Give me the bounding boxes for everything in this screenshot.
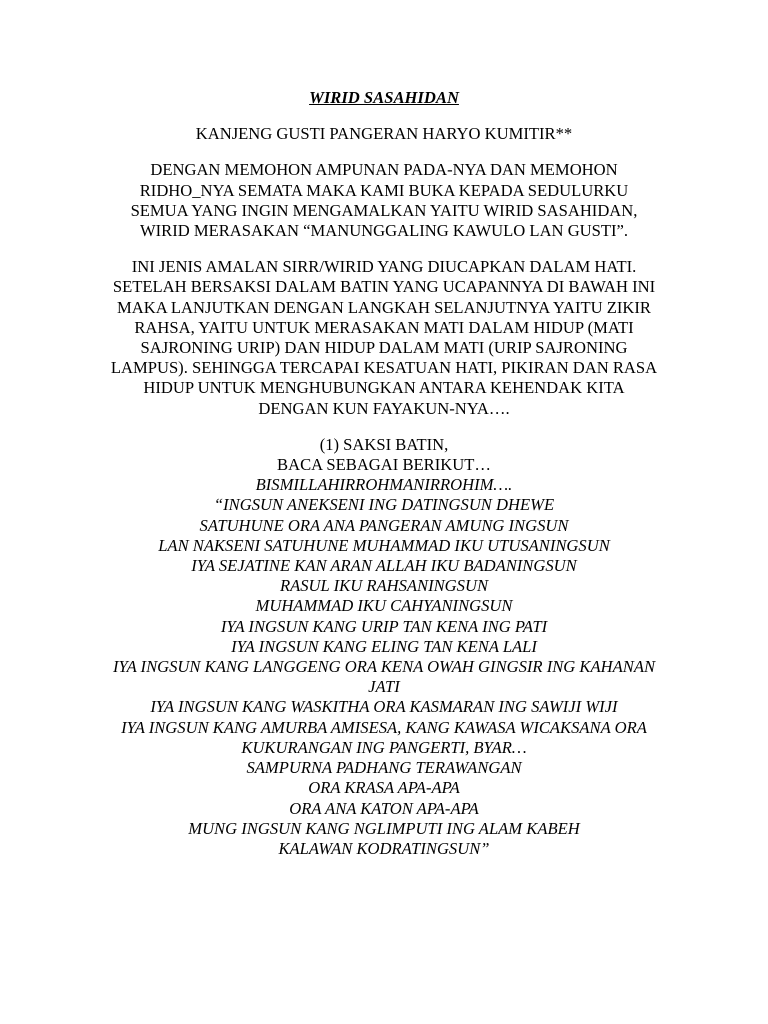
chant-line: IYA INGSUN KANG WASKITHA ORA KASMARAN ING SAWIJI WIJI xyxy=(150,697,618,717)
intro-paragraph xyxy=(80,160,688,241)
intro-line: SEMUA YANG INGIN MENGAMALKAN YAITU WIRID SASAHIDAN, xyxy=(130,200,638,220)
intro-line: WIRID MERASAKAN “MANUNGGALING KAWULO LAN GUSTI”. xyxy=(139,221,629,241)
section-instruction: BACA SEBAGAI BERIKUT… xyxy=(277,455,491,475)
chant-line: MUHAMMAD IKU CAHYANINGSUN xyxy=(255,596,513,616)
explanation-line: LAMPUS). SEHINGGA TERCAPAI KESATUAN HATI, PIKIRAN DAN RASA xyxy=(110,358,658,378)
explanation-line: DENGAN KUN FAYAKUN-NYA…. xyxy=(258,398,510,418)
chant-line: ORA ANA KATON APA-APA xyxy=(289,798,479,818)
explanation-line: MAKA LANJUTKAN DENGAN LANGKAH SELANJUTNYA YAITU ZIKIR xyxy=(116,297,652,317)
chant-line: IYA INGSUN KANG AMURBA AMISESA, KANG KAWASA WICAKSANA ORA xyxy=(121,717,647,737)
explanation-line: RAHSA, YAITU UNTUK MERASAKAN MATI DALAM HIDUP (MATI xyxy=(134,317,634,337)
chant-line: KUKURANGAN ING PANGERTI, BYAR… xyxy=(241,737,527,757)
chant-line: RASUL IKU RAHSANINGSUN xyxy=(279,576,489,596)
chant-line: MUNG INGSUN KANG NGLIMPUTI ING ALAM KABEH xyxy=(188,818,580,838)
intro-line: DENGAN MEMOHON AMPUNAN PADA-NYA DAN MEMOHON xyxy=(150,160,618,180)
chant-line: LAN NAKSENI SATUHUNE MUHAMMAD IKU UTUSANINGSUN xyxy=(158,535,610,555)
chant-line: IYA INGSUN KANG ELING TAN KENA LALI xyxy=(231,636,537,656)
explanation-line: SAJRONING URIP) DAN HIDUP DALAM MATI (URIP SAJRONING xyxy=(140,338,628,358)
chant-line: BISMILLAHIRROHMANIRROHIM…. xyxy=(255,475,513,495)
chant-line: IYA INGSUN KANG LANGGENG ORA KENA OWAH GINGSIR ING KAHANAN xyxy=(112,657,656,677)
chant-line: IYA SEJATINE KAN ARAN ALLAH IKU BADANINGSUN xyxy=(191,556,577,576)
explanation-line: HIDUP UNTUK MENGHUBUNGKAN ANTARA KEHENDAK KITA xyxy=(143,378,625,398)
document-body xyxy=(80,88,688,859)
chant-line: SAMPURNA PADHANG TERAWANGAN xyxy=(246,758,522,778)
explanation-line: INI JENIS AMALAN SIRR/WIRID YANG DIUCAPKAN DALAM HATI. xyxy=(131,257,637,277)
chant-block xyxy=(80,475,688,859)
intro-line: RIDHO_NYA SEMATA MAKA KAMI BUKA KEPADA SEDULURKU xyxy=(139,180,629,200)
document-title: WIRID SASAHIDAN xyxy=(309,88,459,107)
explanation-paragraph xyxy=(80,257,688,419)
section-number: (1) SAKSI BATIN, xyxy=(319,434,449,454)
chant-line: “INGSUN ANEKSENI ING DATINGSUN DHEWE xyxy=(213,495,555,515)
chant-line: KALAWAN KODRATINGSUN” xyxy=(278,838,490,858)
author-line: KANJENG GUSTI PANGERAN HARYO KUMITIR** xyxy=(195,124,573,144)
chant-line: ORA KRASA APA-APA xyxy=(308,778,460,798)
chant-line: IYA INGSUN KANG URIP TAN KENA ING PATI xyxy=(220,616,548,636)
chant-line: SATUHUNE ORA ANA PANGERAN AMUNG INGSUN xyxy=(199,515,569,535)
explanation-line: SETELAH BERSAKSI DALAM BATIN YANG UCAPANNYA DI BAWAH INI xyxy=(112,277,656,297)
chant-line: JATI xyxy=(368,677,400,697)
